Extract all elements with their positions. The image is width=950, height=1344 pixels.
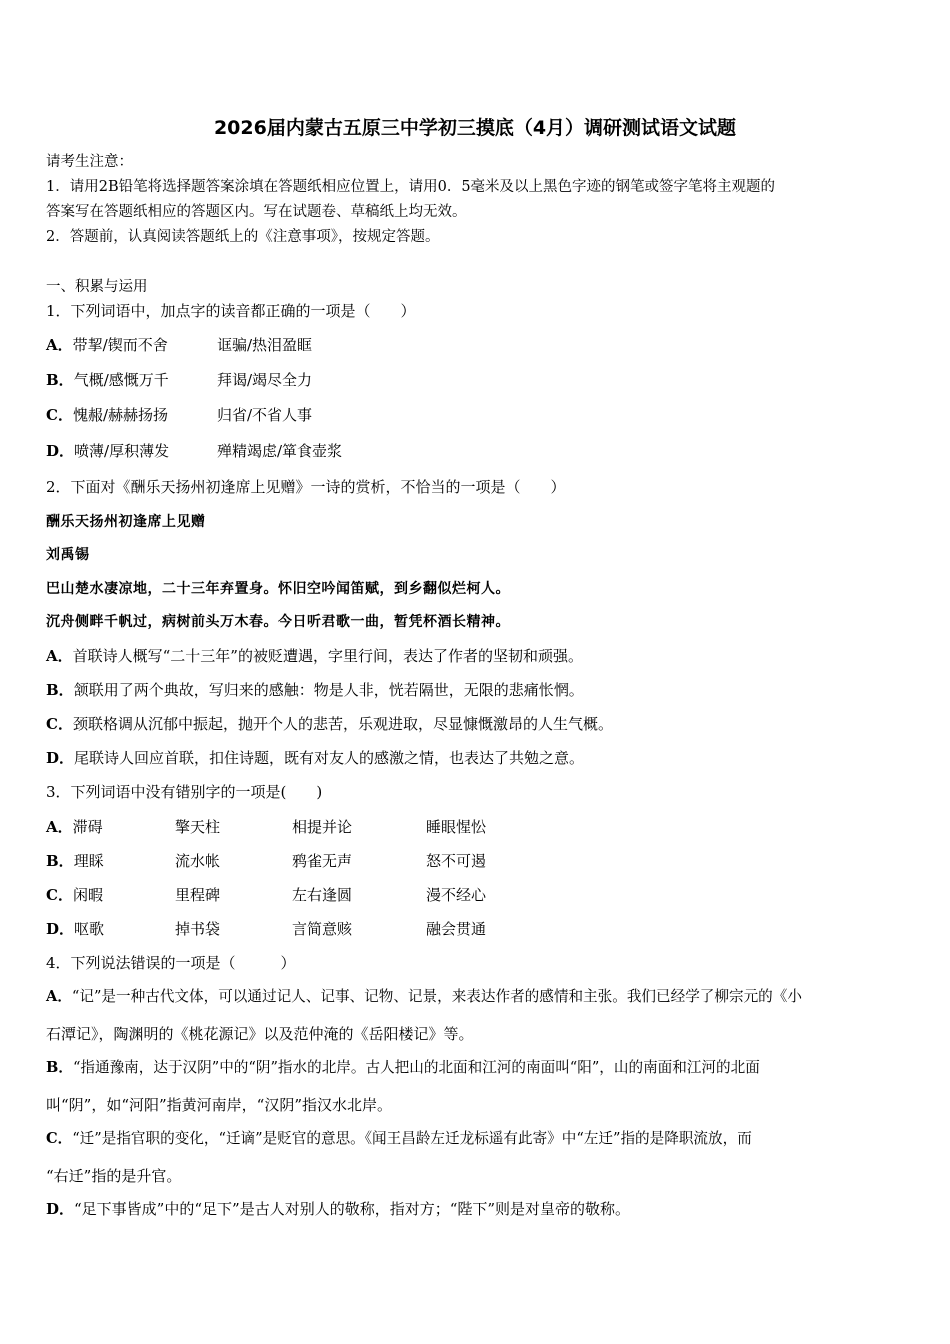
q1-option-a-word-2: 诓骗/热泪盈眶	[217, 336, 313, 354]
poem-title: 酬乐天扬州初逢席上见赠	[46, 514, 206, 530]
option-letter: B．	[46, 371, 74, 389]
q1-option-b-word-2: 拜谒/竭尽全力	[217, 371, 313, 389]
notice-line-2: 2．答题前，认真阅读答题纸上的《注意事项》，按规定答题。	[46, 229, 440, 245]
q3-option-c-word-2: 里程碑	[175, 886, 221, 904]
option-letter: B．	[46, 681, 74, 699]
q3-option-a-word-2: 擎天柱	[175, 818, 221, 836]
q4-option-a-line-2: 石潭记》，陶渊明的《桃花源记》以及范仲淹的《岳阳楼记》等。	[46, 1025, 474, 1043]
q3-option-a-word-4: 睡眼惺忪	[426, 818, 487, 836]
option-letter: D．	[46, 442, 75, 460]
q4-option-a-line-1	[46, 987, 906, 1007]
q3-option-c-word-3: 左右逢圆	[292, 886, 353, 904]
notice-line-1: 1．请用2B铅笔将选择题答案涂填在答题纸相应位置上，请用0．5毫米及以上黑色字迹的钢笔或签字笔将主观题的	[46, 179, 776, 195]
poem-author: 刘禹锡	[46, 547, 90, 563]
notice-line-1b: 答案写在答题纸相应的答题区内。写在试题卷、草稿纸上均无效。	[46, 204, 467, 220]
poem-line-2: 沉舟侧畔千帆过，病树前头万木春。今日听君歌一曲，暂凭杯酒长精神。	[46, 614, 510, 630]
q3-option-c-word-4: 漫不经心	[426, 886, 487, 904]
q1-option-d	[46, 441, 169, 461]
option-text: “迁”是指官职的变化，“迁谪”是贬官的意思。《闻王昌龄左迁龙标遥有此寄》中“左迁”指的是降职流放，而	[72, 1130, 752, 1147]
q4-option-d-line-1	[46, 1199, 906, 1219]
option-letter: D．	[46, 749, 75, 767]
option-text: “记”是一种古代文体，可以通过记人、记事、记物、记景，来表达作者的感情和主张。我们已经学了柳宗元的《小	[71, 988, 802, 1005]
question-3-stem: 3．下列词语中没有错别字的一项是( )	[46, 783, 323, 801]
q3-option-d	[46, 919, 104, 939]
q4-option-b-line-2: 叫“阴”，如“河阳”指黄河南岸，“汉阴”指汉水北岸。	[46, 1096, 393, 1114]
option-word-1: 滞碍	[72, 818, 103, 836]
option-letter: A．	[46, 336, 73, 354]
option-word-1: 闲暇	[72, 886, 103, 904]
q2-option-c	[46, 714, 613, 734]
q2-option-b	[46, 680, 584, 700]
option-letter: D．	[46, 1200, 75, 1218]
q3-option-b	[46, 851, 104, 871]
option-text: 首联诗人概写“二十三年”的被贬遭遇，字里行间，表达了作者的坚韧和顽强。	[72, 647, 583, 665]
q3-option-b-word-4: 怒不可遏	[426, 852, 487, 870]
question-4-stem: 4．下列说法错误的一项是（ ）	[46, 954, 296, 972]
q3-option-d-word-4: 融会贯通	[426, 920, 487, 938]
q4-option-c-line-1	[46, 1129, 906, 1149]
option-word-1: 气概/感慨万千	[73, 371, 169, 389]
q3-option-d-word-3: 言简意赅	[292, 920, 353, 938]
q1-option-d-word-2: 殚精竭虑/箪食壶浆	[217, 442, 343, 460]
q1-option-c-word-2: 归省/不省人事	[217, 406, 313, 424]
q1-option-b	[46, 370, 169, 390]
option-letter: A．	[46, 818, 73, 836]
option-letter: A．	[46, 647, 73, 665]
q3-option-a-word-3: 相提并论	[292, 818, 353, 836]
section-heading: 一、积累与运用	[46, 279, 148, 295]
option-letter: D．	[46, 920, 75, 938]
q3-option-b-word-2: 流水帐	[175, 852, 221, 870]
q1-option-c	[46, 405, 168, 425]
option-text: “指通豫南，达于汉阴”中的“阴”指水的北岸。古人把山的北面和江河的南面叫“阳”，山的南面和江河的北面	[72, 1059, 760, 1076]
option-letter: A．	[46, 988, 72, 1005]
q4-option-c-line-2: “右迁”指的是升官。	[46, 1167, 182, 1185]
option-letter: C．	[46, 406, 73, 424]
option-word-1: 愧赧/赫赫扬扬	[72, 406, 169, 424]
q1-option-a	[46, 335, 168, 355]
q4-option-b-line-1	[46, 1058, 906, 1078]
poem-line-1: 巴山楚水凄凉地，二十三年弃置身。怀旧空吟闻笛赋，到乡翻似烂柯人。	[46, 581, 510, 597]
q3-option-b-word-3: 鸦雀无声	[292, 852, 353, 870]
option-text: 尾联诗人回应首联，扣住诗题，既有对友人的感激之情，也表达了共勉之意。	[74, 749, 585, 767]
q3-option-a	[46, 817, 103, 837]
option-letter: C．	[46, 715, 73, 733]
question-1-stem: 1．下列词语中，加点字的读音都正确的一项是（ ）	[46, 302, 416, 320]
q2-option-d	[46, 748, 584, 768]
option-letter: C．	[46, 1130, 73, 1147]
page-title: 2026届内蒙古五原三中学初三摸底（4月）调研测试语文试题	[213, 117, 737, 139]
option-word-1: 喷薄/厚积薄发	[74, 442, 170, 460]
option-text: 颈联格调从沉郁中振起，抛开个人的悲苦，乐观进取，尽显慷慨激昂的人生气概。	[72, 715, 613, 733]
q2-option-a	[46, 646, 583, 666]
option-text: 颔联用了两个典故，写归来的感触：物是人非，恍若隔世，无限的悲痛怅惘。	[73, 681, 584, 699]
option-letter: C．	[46, 886, 73, 904]
option-word-1: 呕歌	[74, 920, 105, 938]
option-letter: B．	[46, 1059, 73, 1076]
question-2-stem: 2．下面对《酬乐天扬州初逢席上见赠》一诗的赏析，不恰当的一项是（ ）	[46, 478, 566, 496]
notice-heading: 请考生注意：	[46, 154, 133, 170]
q3-option-d-word-2: 掉书袋	[175, 920, 221, 938]
option-letter: B．	[46, 852, 74, 870]
option-text: “足下事皆成”中的“足下”是古人对别人的敬称，指对方；“陛下”则是对皇帝的敬称。	[74, 1200, 631, 1218]
option-word-1: 理睬	[73, 852, 104, 870]
option-word-1: 带挈/锲而不舍	[72, 336, 168, 354]
q3-option-c	[46, 885, 103, 905]
